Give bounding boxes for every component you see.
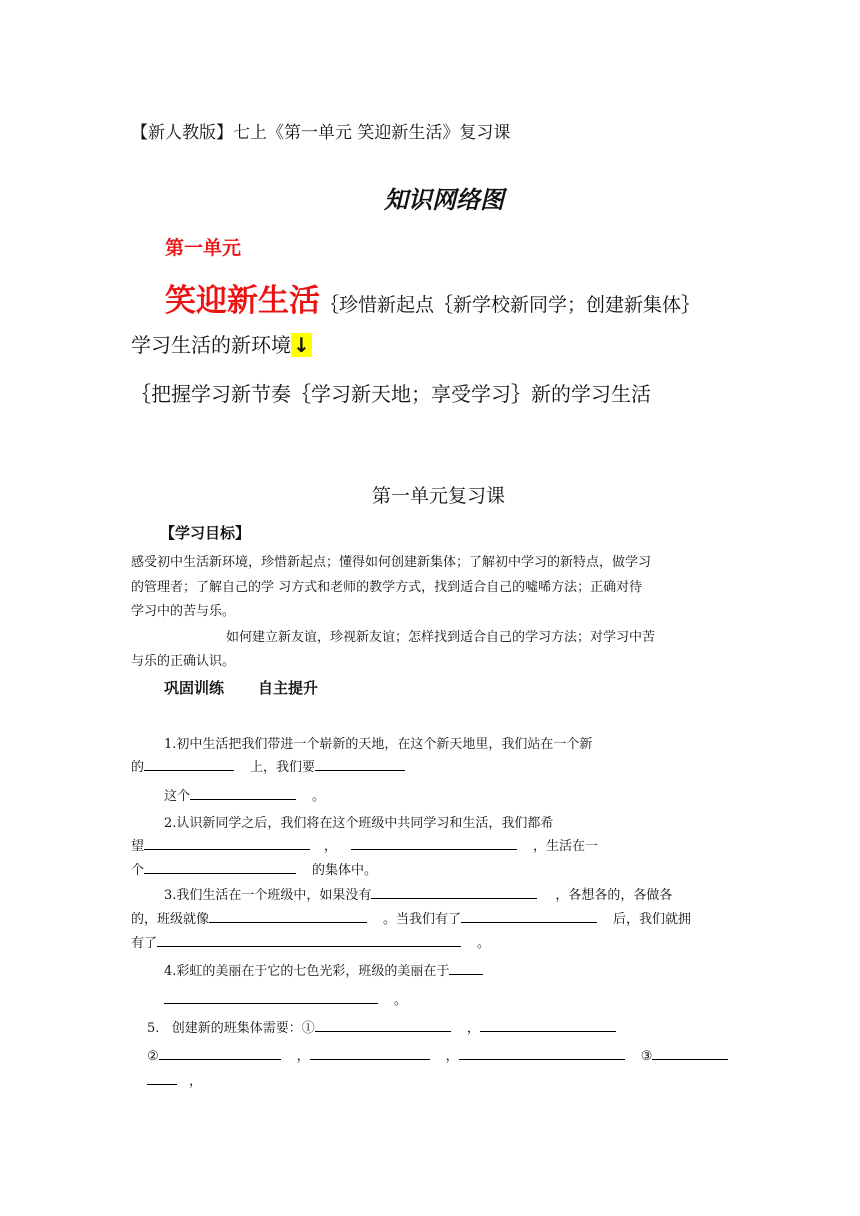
q1-blank-2[interactable] bbox=[315, 756, 405, 771]
network-big-title: 笑迎新生活 bbox=[165, 283, 320, 319]
q2-text-e: 的集体中。 bbox=[312, 863, 378, 878]
q2-text-d: 个 bbox=[131, 863, 145, 878]
goals-p1-line-1: 感受初中生活新环境，珍惜新起点；懂得如何创建新集体；了解初中学习的新特点，做学习 bbox=[131, 555, 652, 570]
q2-text-b: ， bbox=[324, 839, 338, 854]
document-title: 【新人教版】七上《第一单元 笑迎新生活》复习课 bbox=[131, 123, 511, 143]
q3-text-f: 有了 bbox=[131, 936, 158, 951]
q5-blank-2[interactable] bbox=[480, 1017, 616, 1032]
q1-line-2 bbox=[131, 756, 405, 775]
q4-blank-1[interactable] bbox=[449, 960, 483, 975]
network-line-1 bbox=[165, 275, 700, 319]
q4-text-b: 。 bbox=[394, 993, 408, 1008]
goals-p1-line-3: 学习中的苦与乐。 bbox=[131, 604, 236, 619]
q3-line-1 bbox=[164, 884, 672, 903]
q3-blank-2[interactable] bbox=[209, 908, 367, 923]
q4-text-a: 4.彩虹的美丽在于它的七色光彩，班级的美丽在于 bbox=[164, 964, 450, 979]
q5-blank-5[interactable] bbox=[459, 1045, 625, 1060]
q5-text-g: ， bbox=[189, 1074, 203, 1089]
q3-blank-3[interactable] bbox=[461, 908, 597, 923]
q2-line-1: 2.认识新同学之后，我们将在这个班级中共同学习和生活，我们都希 bbox=[164, 816, 554, 831]
q5-text-b: ， bbox=[466, 1021, 480, 1036]
practice-label bbox=[164, 677, 318, 698]
unit-label: 第一单元 bbox=[165, 237, 242, 259]
q1-blank-1[interactable] bbox=[144, 756, 234, 771]
q2-blank-2[interactable] bbox=[351, 835, 517, 850]
q3-text-d: 。当我们有了 bbox=[383, 912, 462, 927]
q2-line-2 bbox=[131, 835, 598, 854]
network-line-2-text: 学习生活的新环境 bbox=[131, 333, 291, 357]
practice-label-2: 自主提升 bbox=[258, 679, 319, 697]
q5-blank-6[interactable] bbox=[652, 1045, 728, 1060]
q2-blank-1[interactable] bbox=[144, 835, 310, 850]
q5-blank-7[interactable] bbox=[147, 1070, 177, 1085]
q3-text-g: 。 bbox=[477, 936, 491, 951]
q4-line-2 bbox=[164, 989, 407, 1008]
q1-text-c: 这个 bbox=[164, 789, 191, 804]
q3-blank-4[interactable] bbox=[157, 932, 461, 947]
review-title: 第一单元复习课 bbox=[372, 485, 506, 507]
q5-blank-3[interactable] bbox=[159, 1045, 281, 1060]
q1-line-1: 1.初中生活把我们带进一个崭新的天地，在这个新天地里，我们站在一个新 bbox=[164, 737, 593, 752]
q1-text-a: 的 bbox=[131, 760, 145, 775]
q1-blank-3[interactable] bbox=[190, 785, 296, 800]
q2-text-a: 望 bbox=[131, 839, 145, 854]
q5-blank-4[interactable] bbox=[310, 1045, 430, 1060]
q5-text-a: 5. 创建新的班集体需要：① bbox=[147, 1021, 315, 1036]
q5-text-e: ， bbox=[445, 1049, 459, 1064]
practice-label-1: 巩固训练 bbox=[164, 679, 225, 697]
q3-text-a: 3.我们生活在一个班级中，如果没有 bbox=[164, 888, 372, 903]
goals-p2-line-1: 如何建立新友谊，珍视新友谊；怎样找到适合自己的学习方法；对学习中苦 bbox=[226, 630, 656, 645]
network-line-2 bbox=[131, 329, 312, 358]
network-line-1-rest: ｛珍惜新起点｛新学校新同学；创建新集体｝ bbox=[320, 294, 701, 316]
goals-label: 【学习目标】 bbox=[160, 524, 251, 542]
q4-blank-2[interactable] bbox=[164, 989, 378, 1004]
q5-line-2 bbox=[147, 1045, 728, 1064]
q1-line-3 bbox=[164, 785, 325, 804]
q4-line-1 bbox=[164, 960, 483, 979]
q2-blank-3[interactable] bbox=[144, 859, 296, 874]
q5-line-3 bbox=[147, 1070, 202, 1089]
goals-p1-line-2: 的管理者；了解自己的学 习方式和老师的教学方式，找到适合自己的噓唏方法；正确对待 bbox=[131, 580, 643, 595]
q5-text-f: ③ bbox=[640, 1049, 653, 1064]
network-heading: 知识网络图 bbox=[384, 186, 504, 214]
q3-line-2 bbox=[131, 908, 691, 927]
q3-text-e: 后，我们就拥 bbox=[613, 912, 692, 927]
q5-blank-1[interactable] bbox=[315, 1017, 451, 1032]
arrow-down-icon: ↓ bbox=[293, 333, 310, 357]
goals-p2-line-2: 与乐的正确认识。 bbox=[131, 654, 236, 669]
q5-line-1 bbox=[147, 1017, 616, 1036]
q3-blank-1[interactable] bbox=[371, 884, 537, 899]
q1-text-d: 。 bbox=[312, 789, 326, 804]
q5-text-c: ② bbox=[147, 1049, 159, 1064]
q1-text-b: 上，我们要 bbox=[250, 760, 316, 775]
network-line-3: ｛把握学习新节奏｛学习新天地；享受学习｝新的学习生活 bbox=[131, 382, 651, 406]
q3-text-c: 的，班级就像 bbox=[131, 912, 210, 927]
q2-text-c: ，生活在一 bbox=[533, 839, 599, 854]
q3-text-b: ，各想各的，各做各 bbox=[555, 888, 673, 903]
q5-text-d: ， bbox=[296, 1049, 310, 1064]
q3-line-3 bbox=[131, 932, 490, 951]
q2-line-3 bbox=[131, 859, 377, 878]
